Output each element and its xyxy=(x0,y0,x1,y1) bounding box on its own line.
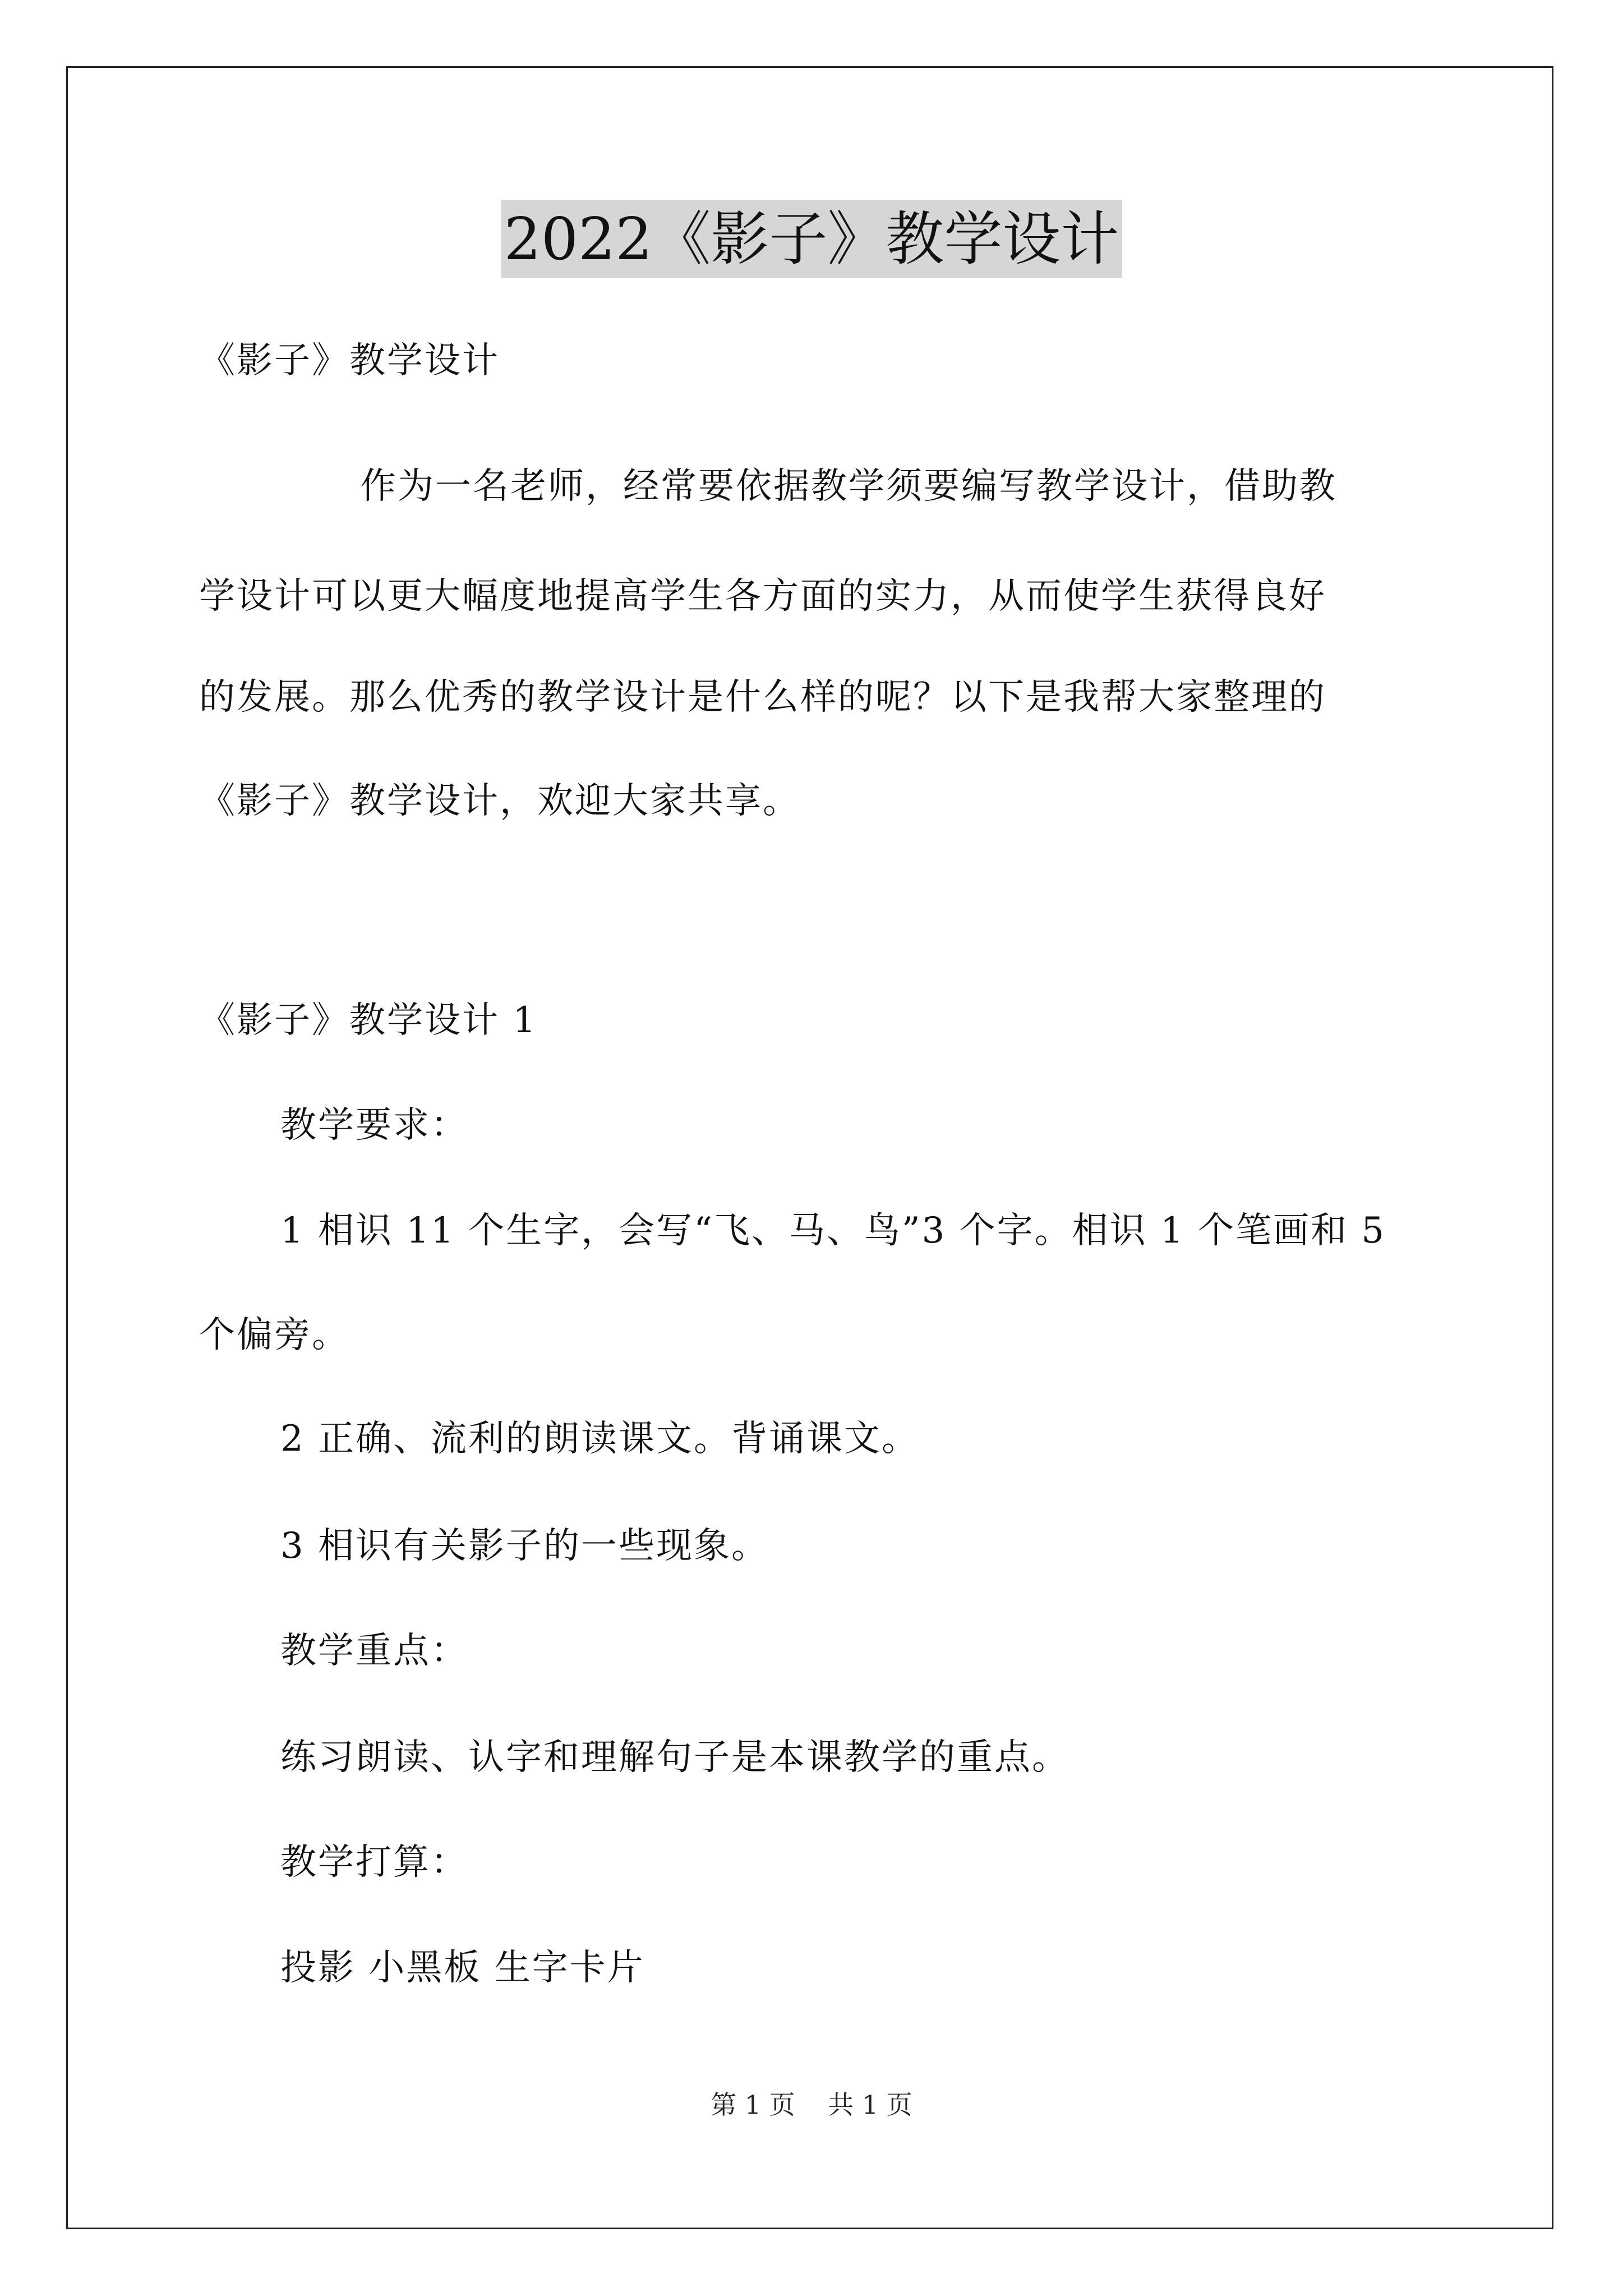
body-line-3: 个偏旁。 xyxy=(199,1314,349,1356)
intro-line-1: 作为一名老师，经常要依据教学须要编写教学设计，借助教 xyxy=(360,466,1337,507)
intro-line-4: 《影子》教学设计，欢迎大家共享。 xyxy=(199,780,800,822)
document-title: 2022《影子》教学设计 xyxy=(501,200,1123,278)
body-line-2: 1 相识 11 个生字，会写“飞、马、鸟”3 个字。相识 1 个笔画和 5 xyxy=(280,1210,1386,1251)
body-line-5: 3 相识有关影子的一些现象。 xyxy=(280,1525,769,1567)
body-line-8: 教学打算： xyxy=(280,1842,468,1883)
subtitle: 《影子》教学设计 xyxy=(199,340,500,381)
body-line-6: 教学重点： xyxy=(280,1630,468,1672)
intro-line-3: 的发展。那么优秀的教学设计是什么样的呢？以下是我帮大家整理的 xyxy=(199,677,1326,718)
page-footer: 第 1 页 共 1 页 xyxy=(711,2090,912,2120)
section-title: 《影子》教学设计 1 xyxy=(199,1000,538,1041)
body-line-4: 2 正确、流利的朗读课文。背诵课文。 xyxy=(280,1418,920,1460)
intro-line-2: 学设计可以更大幅度地提高学生各方面的实力，从而使学生获得良好 xyxy=(199,576,1326,617)
body-line-7: 练习朗读、认字和理解句子是本课教学的重点。 xyxy=(280,1737,1069,1778)
body-line-9: 投影 小黑板 生字卡片 xyxy=(280,1947,645,1989)
body-line-1: 教学要求： xyxy=(280,1105,468,1146)
page-border xyxy=(66,66,1553,2229)
title-container xyxy=(0,200,1623,278)
